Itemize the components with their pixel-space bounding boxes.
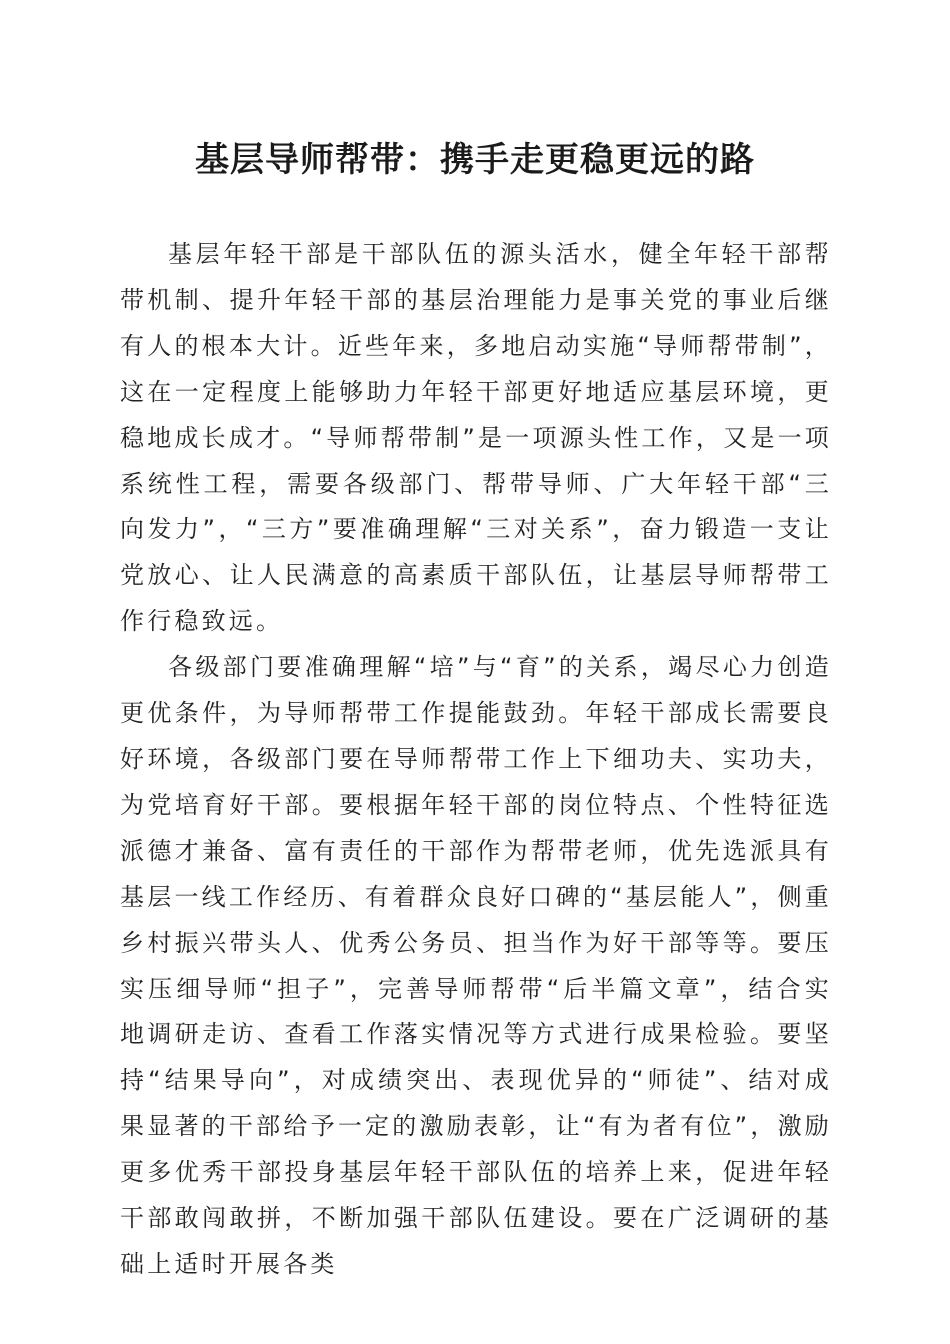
document-body: [120, 232, 832, 1288]
document-title: 基层导师帮带：携手走更稳更远的路: [195, 140, 755, 180]
paragraph-1: 基层年轻干部是干部队伍的源头活水，健全年轻干部帮带机制、提升年轻干部的基层治理能力是事关党的事业后继有人的根本大计。近些年来，多地启动实施“导师帮带制”，这在一定程度上能够助力年轻干部更好地适应基层环境，更稳地成长成才。“导师帮带制”是一项源头性工作，又是一项系统性工程，需要各级部门、帮带导师、广大年轻干部“三向发力”，“三方”要准确理解“三对关系”，奋力锻造一支让党放心、让人民满意的高素质干部队伍，让基层导师帮带工作行稳致远。: [120, 240, 832, 636]
paragraph-2: 各级部门要准确理解“培”与“育”的关系，竭尽心力创造更优条件，为导师帮带工作提能鼓劲。年轻干部成长需要良好环境，各级部门要在导师帮带工作上下细功夫、实功夫，为党培育好干部。要根据年轻干部的岗位特点、个性特征选派德才兼备、富有责任的干部作为帮带老师，优先选派具有基层一线工作经历、有着群众良好口碑的“基层能人”，侧重乡村振兴带头人、优秀公务员、担当作为好干部等等。要压实压细导师“担子”，完善导师帮带“后半篇文章”，结合实地调研走访、查看工作落实情况等方式进行成果检验。要坚持“结果导向”，对成绩突出、表现优异的“师徒”、结对成果显著的干部给予一定的激励表彰，让“有为者有位”，激励更多优秀干部投身基层年轻干部队伍的培养上来，促进年轻干部敢闯敢拼，不断加强干部队伍建设。要在广泛调研的基础上适时开展各类: [120, 653, 832, 1278]
